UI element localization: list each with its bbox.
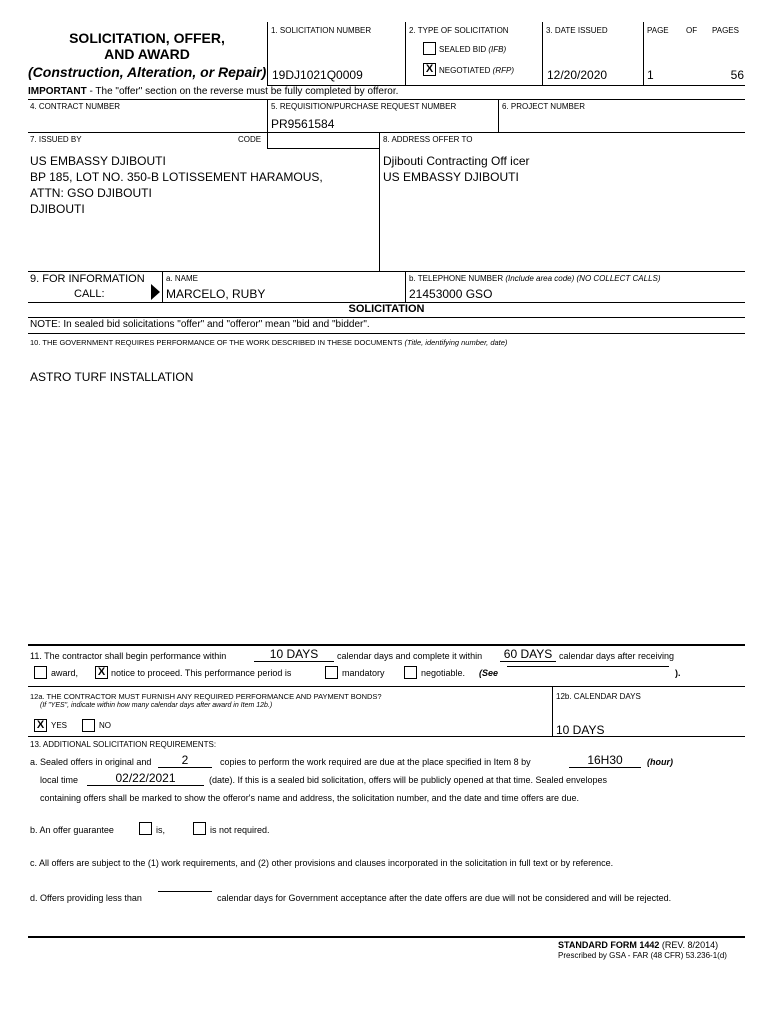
- rule: [28, 936, 745, 938]
- item12a-note: (If "YES", indicate within how many calendar days after award in Item 12b.): [40, 702, 273, 709]
- guarantee-not-required-label: is not required.: [210, 825, 270, 835]
- requisition-number-field[interactable]: PR9561584: [271, 117, 335, 131]
- pages-label: PAGES: [712, 26, 739, 35]
- divider: [405, 22, 406, 86]
- item13a-text-4: (date). If this is a sealed bid solicitation, offers will be publicly opened at that time. Sealed envelopes: [209, 775, 608, 785]
- guarantee-is-checkbox[interactable]: [139, 822, 152, 835]
- divider: [643, 22, 644, 86]
- item13c-text: c. All offers are subject to the (1) work requirements, and (2) other provisions and clauses incorporated in the solicitation in full text or by reference.: [30, 858, 614, 868]
- award-label: award,: [51, 668, 79, 678]
- of-label: OF: [686, 26, 698, 35]
- date-issued-label: 3. DATE ISSUED: [546, 26, 608, 35]
- rule: [267, 148, 379, 149]
- bonds-no-checkbox[interactable]: [82, 719, 95, 732]
- copies-field[interactable]: 2: [158, 754, 212, 768]
- solicitation-heading: SOLICITATION: [348, 303, 425, 315]
- item13d-text-2: calendar days for Government acceptance after the date offers are due will not be considered and will be rejected.: [217, 893, 672, 903]
- prescribed-by: Prescribed by GSA - FAR (48 CFR) 53.236-1(d): [558, 951, 727, 960]
- calendar-days-field[interactable]: 10 DAYS: [556, 723, 605, 737]
- item13b-text: b. An offer guarantee: [30, 825, 114, 835]
- form-revision: (REV. 8/2014): [661, 940, 719, 950]
- negotiable-label: negotiable.: [421, 668, 466, 678]
- contact-name-label: a. NAME: [166, 274, 199, 283]
- contact-name-field[interactable]: MARCELO, RUBY: [166, 287, 266, 301]
- see-reference-field[interactable]: [507, 666, 669, 667]
- contract-number-label: 4. CONTRACT NUMBER: [30, 102, 121, 111]
- form-title-line2: AND AWARD: [104, 46, 190, 62]
- bonds-no-label: NO: [99, 721, 111, 730]
- form-title-line3: (Construction, Alteration, or Repair): [28, 64, 267, 80]
- divider: [162, 271, 163, 302]
- address-line: US EMBASSY DJIBOUTI: [383, 170, 519, 184]
- solicitation-type-label: 2. TYPE OF SOLICITATION: [409, 26, 509, 35]
- telephone-label: b. TELEPHONE NUMBER (Include area code) (NO COLLECT CALLS): [409, 274, 661, 283]
- issued-by-line: US EMBASSY DJIBOUTI: [30, 154, 166, 168]
- rule: [28, 644, 745, 646]
- rule: [28, 736, 745, 737]
- info-call-label-1: 9. FOR INFORMATION: [30, 273, 145, 285]
- divider: [552, 686, 553, 736]
- issued-by-line: DJIBOUTI: [30, 202, 85, 216]
- negotiated-checkbox[interactable]: X: [423, 63, 436, 76]
- rule: [28, 99, 745, 100]
- telephone-field[interactable]: 21453000 GSO: [409, 287, 493, 301]
- item11-text-3: calendar days after receiving: [559, 651, 675, 661]
- rule: [28, 317, 745, 318]
- solicitation-number-label: 1. SOLICITATION NUMBER: [271, 26, 372, 35]
- acceptance-days-field[interactable]: [158, 891, 212, 892]
- rule: [28, 333, 745, 334]
- sealed-bid-note: NOTE: In sealed bid solicitations "offer" and "offeror" mean "bid and "bidder".: [30, 319, 370, 330]
- address-offer-label: 8. ADDRESS OFFER TO: [383, 135, 473, 144]
- item12b-label: 12b. CALENDAR DAYS: [556, 692, 641, 701]
- item13a-text-5: containing offers shall be marked to show the offeror's name and address, the solicitation number, and the date and time offers are due.: [40, 793, 580, 803]
- important-note: [28, 86, 398, 98]
- item11-text-2: calendar days and complete it within: [337, 651, 483, 661]
- due-date-field[interactable]: 02/22/2021: [87, 772, 204, 786]
- page-number: 1: [647, 68, 654, 82]
- sealed-bid-checkbox[interactable]: [423, 42, 436, 55]
- begin-days-field[interactable]: 10 DAYS: [254, 648, 334, 662]
- bonds-yes-label: YES: [51, 721, 68, 730]
- item13a-text-3: local time: [40, 775, 79, 785]
- divider: [498, 99, 499, 132]
- item13d-text-1: d. Offers providing less than: [30, 893, 142, 903]
- award-checkbox[interactable]: [34, 666, 47, 679]
- bonds-yes-checkbox[interactable]: X: [34, 719, 47, 732]
- address-offer-to: [383, 153, 530, 185]
- complete-days-field[interactable]: 60 DAYS: [500, 648, 556, 662]
- form-number: [558, 940, 718, 951]
- notice-to-proceed-checkbox[interactable]: X: [95, 666, 108, 679]
- work-description: ASTRO TURF INSTALLATION: [30, 370, 194, 384]
- form-name: STANDARD FORM 1442: [558, 940, 660, 950]
- divider: [405, 271, 406, 302]
- date-issued-field[interactable]: 12/20/2020: [547, 68, 608, 82]
- divider: [267, 132, 268, 148]
- hour-label: (hour): [647, 757, 673, 767]
- divider: [267, 22, 268, 86]
- important-text: - The "offer" section on the reverse must be fully completed by offeror.: [86, 86, 399, 97]
- see-label: (See: [479, 668, 499, 678]
- pages-total: 56: [730, 68, 744, 82]
- negotiable-checkbox[interactable]: [404, 666, 417, 679]
- item13-label: 13. ADDITIONAL SOLICITATION REQUIREMENTS:: [30, 740, 217, 749]
- requisition-number-label: 5. REQUISITION/PURCHASE REQUEST NUMBER: [271, 102, 457, 111]
- issued-by-line: BP 185, LOT NO. 350-B LOTISSEMENT HARAMOUS,: [30, 170, 323, 184]
- guarantee-not-required-checkbox[interactable]: [193, 822, 206, 835]
- solicitation-number-field[interactable]: 19DJ1021Q0009: [272, 68, 363, 82]
- rule: [28, 271, 745, 272]
- item13a-text-2: copies to perform the work required are due at the place specified in Item 8 by: [220, 757, 531, 767]
- sealed-bid-label: SEALED BID (IFB): [439, 45, 507, 54]
- negotiated-label: NEGOTIATED (RFP): [439, 66, 514, 75]
- item12a-label: 12a. THE CONTRACTOR MUST FURNISH ANY REQUIRED PERFORMANCE AND PAYMENT BONDS?: [30, 692, 382, 701]
- divider: [379, 132, 380, 271]
- page-label: PAGE: [647, 26, 669, 35]
- rule: [28, 686, 745, 687]
- info-call-label-2: CALL:: [74, 288, 105, 300]
- item11-text-1: 11. The contractor shall begin performance within: [30, 651, 227, 661]
- rule: [28, 132, 745, 133]
- issued-by-line: ATTN: GSO DJIBOUTI: [30, 186, 152, 200]
- guarantee-is-label: is,: [156, 825, 165, 835]
- divider: [267, 99, 268, 132]
- divider: [542, 22, 543, 86]
- hour-field[interactable]: 16H30: [569, 754, 641, 768]
- item10-label: 10. THE GOVERNMENT REQUIRES PERFORMANCE OF THE WORK DESCRIBED IN THESE DOCUMENTS (Title, identifying number, date): [30, 338, 508, 347]
- project-number-label: 6. PROJECT NUMBER: [502, 102, 585, 111]
- code-label: CODE: [238, 135, 262, 144]
- issued-by-label: 7. ISSUED BY: [30, 135, 82, 144]
- address-line: Djibouti Contracting Off icer: [383, 154, 530, 168]
- item13a-text-1: a. Sealed offers in original and: [30, 757, 152, 767]
- mandatory-label: mandatory: [342, 668, 385, 678]
- see-end: ).: [675, 668, 681, 678]
- issued-by-address: [30, 153, 323, 217]
- important-keyword: IMPORTANT: [28, 86, 87, 97]
- arrow-right-icon: [151, 284, 160, 300]
- mandatory-checkbox[interactable]: [325, 666, 338, 679]
- form-title-line1: SOLICITATION, OFFER,: [69, 30, 225, 46]
- notice-label: notice to proceed. This performance period is: [111, 668, 292, 678]
